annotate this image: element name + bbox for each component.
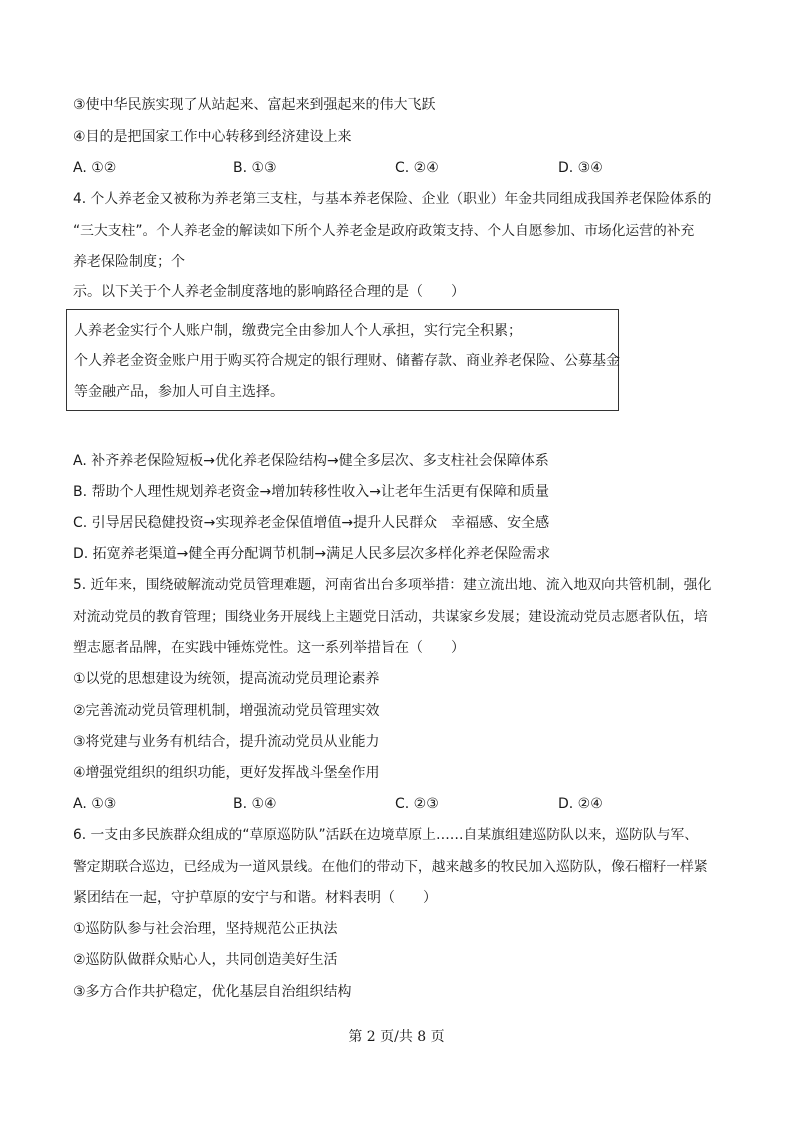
page-footer: 第 2 页/共 8 页 (348, 1029, 445, 1045)
q4-stem-line-1: 4. 个人养老金又被称为养老第三支柱，与基本养老保险、企业（职业）年金共同组成我国养老保险体系的 (73, 191, 712, 207)
q4-material-box (66, 309, 619, 411)
q4-option-b: B. 帮助个人理性规划养老资金→增加转移性收入→让老年生活更有保障和质量 (73, 484, 549, 500)
q6-item-3: ③多方合作共护稳定，优化基层自治组织结构 (73, 984, 352, 1000)
q6-item-2: ②巡防队做群众贴心人，共同创造美好生活 (73, 952, 338, 968)
prev-option-c: C. ②④ (395, 160, 439, 176)
q5-item-1: ①以党的思想建设为统领，提高流动党员理论素养 (73, 671, 380, 687)
q4-option-c: C. 引导居民稳健投资→实现养老金保值增值→提升人民群众 幸福感、安全感 (73, 515, 550, 531)
q5-option-b: B. ①④ (233, 796, 277, 812)
prev-option-d: D. ③④ (558, 160, 603, 176)
q5-item-4: ④增强党组织的组织功能，更好发挥战斗堡垒作用 (73, 765, 380, 781)
prev-option-b: B. ①③ (233, 160, 277, 176)
q5-stem-line-1: 5. 近年来，围绕破解流动党员管理难题，河南省出台多项举措：建立流出地、流入地双向共管机制，强化 (73, 577, 712, 593)
q4-stem-line-3: 养老保险制度；个 (73, 254, 185, 270)
q5-option-d: D. ②④ (558, 796, 603, 812)
q6-stem-line-3: 紧团结在一起，守护草原的安宁与和谐。材料表明（ ） (73, 890, 437, 906)
q5-stem-line-2: 对流动党员的教育管理；围绕业务开展线上主题党日活动，共谋家乡发展；建设流动党员志愿者队伍，培 (73, 609, 708, 625)
q4-stem-line-4: 示。以下关于个人养老金制度落地的影响路径合理的是（ ） (73, 284, 465, 300)
prev-option-a: A. ①② (73, 160, 117, 176)
q4-option-a: A. 补齐养老保险短板→优化养老保险结构→健全多层次、多支柱社会保障体系 (73, 453, 549, 469)
q5-option-c: C. ②③ (395, 796, 439, 812)
q4-box-line-1: 人养老金实行个人账户制，缴费完全由参加人个人承担，实行完全积累； (74, 323, 522, 339)
q4-box-line-2: 个人养老金资金账户用于购买符合规定的银行理财、储蓄存款、商业养老保险、公募基金 (74, 353, 620, 369)
q5-stem-line-3: 塑志愿者品牌，在实践中锤炼党性。这一系列举措旨在（ ） (73, 640, 465, 656)
q4-stem-line-2: “三大支柱”。个人养老金的解读如下所个人养老金是政府政策支持、个人自愿参加、市场化运营的补充 (73, 223, 695, 239)
q5-item-2: ②完善流动党员管理机制，增强流动党员管理实效 (73, 703, 380, 719)
q5-option-a: A. ①③ (73, 796, 117, 812)
prev-question-item-3: ③使中华民族实现了从站起来、富起来到强起来的伟大飞跃 (73, 97, 436, 113)
q6-stem-line-1: 6. 一支由多民族群众组成的“草原巡防队”活跃在边境草原上……自某旗组建巡防队以来，巡防队与军、 (73, 827, 699, 843)
q4-option-d: D. 拓宽养老渠道→健全再分配调节机制→满足人民多层次多样化养老保险需求 (73, 546, 551, 562)
prev-question-item-4: ④目的是把国家工作中心转移到经济建设上来 (73, 129, 352, 145)
q6-stem-line-2: 警定期联合巡边，已经成为一道风景线。在他们的带动下，越来越多的牧民加入巡防队，像石榴籽一样紧 (73, 859, 708, 875)
q5-item-3: ③将党建与业务有机结合，提升流动党员从业能力 (73, 734, 380, 750)
q4-box-line-3: 等金融产品，参加人可自主选择。 (74, 384, 284, 400)
q6-item-1: ①巡防队参与社会治理，坚持规范公正执法 (73, 921, 338, 937)
